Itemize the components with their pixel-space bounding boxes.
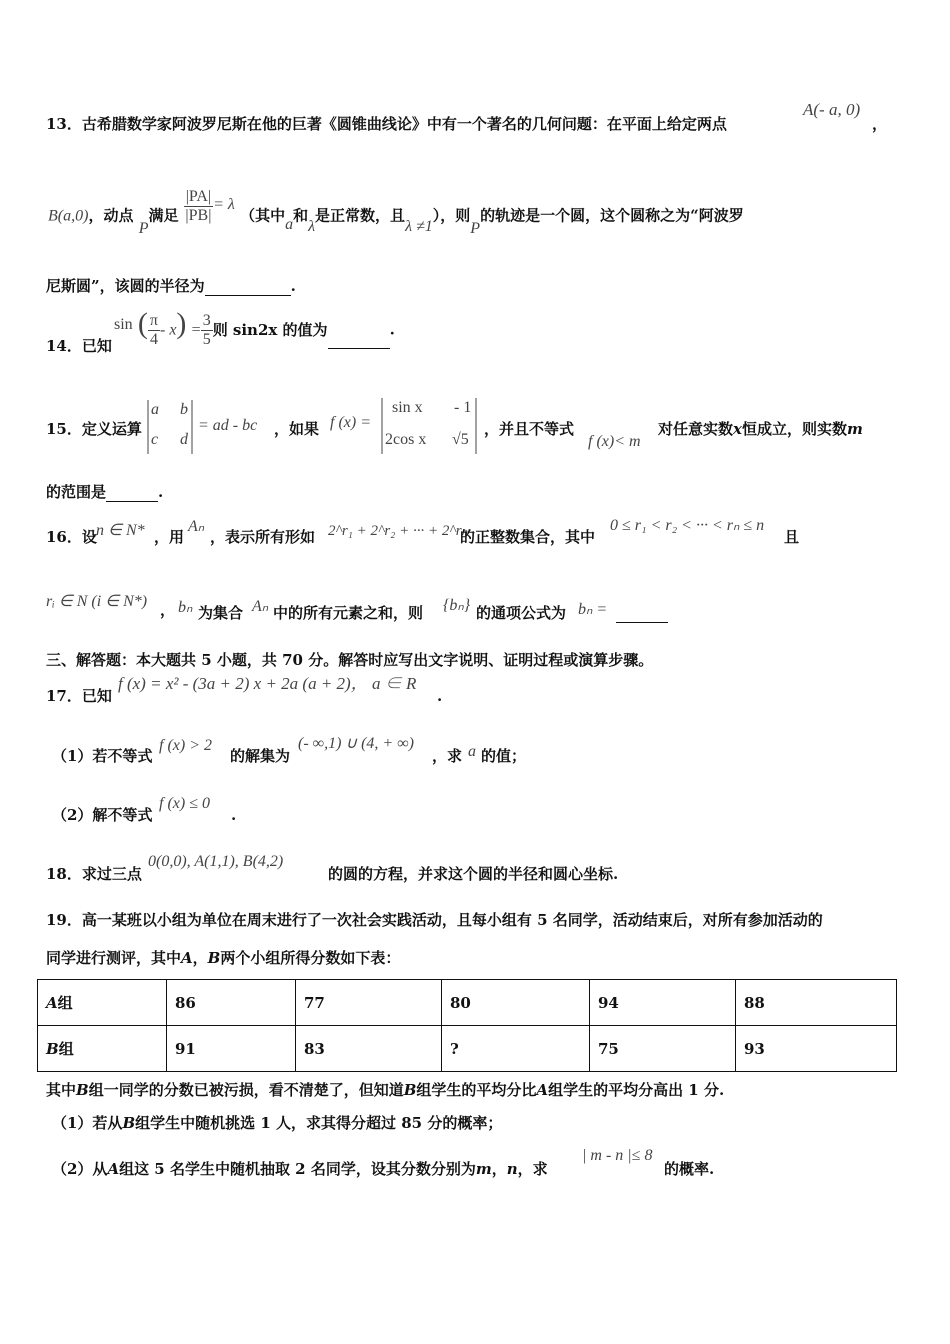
q19-after-c: 组学生的平均分比 [416,1081,537,1099]
table-cell: 80 [442,980,590,1026]
q13-frac-num: |PA| [185,188,212,205]
table-cell: ? [442,1026,590,1072]
q13-t4: 和 [293,206,309,225]
q17-end: . [437,687,443,705]
q13-var-p2: P [470,219,481,237]
q17-t1: 已知 [81,687,112,705]
q19-p2-var-n: n [506,1160,518,1178]
q15-t2: ，如果 [274,420,320,438]
q17-p2-a: （2）解不等式 [52,806,153,824]
q13-end: . [290,277,296,295]
q14-pi-over-4 [148,312,160,349]
q18-points: 0(0,0), A(1,1), B(4,2) [148,853,284,870]
q14-end: . [389,320,395,339]
q17-p2-ineq: f (x) ≤ 0 [159,795,210,812]
q14-rparen: ) [176,306,187,340]
q13-answer-blank[interactable] [205,279,291,296]
q16-line1 [46,527,97,547]
q16-cond: 0 ≤ r₁ < r₂ < ··· < rₙ ≤ n [610,517,765,534]
table-cell: 94 [590,980,736,1026]
q15-answer-blank[interactable] [106,485,158,502]
q13-point-a: A(- a, 0) [803,100,861,119]
q16-t2: ，用 [154,528,185,546]
q15-number: 15． [46,420,82,438]
q19-p2-var-a: A [107,1160,120,1178]
q14-four: 4 [149,331,158,348]
q13-t6: ），则 [432,206,471,225]
q16-t1: 设 [81,528,97,546]
q13-frac-den: |PB| [185,207,212,224]
q19-comma: ， [192,949,208,967]
q18-t2: 的圆的方程，并求这个圆的半径和圆心坐标. [328,865,619,883]
q13-t1: ，动点 [88,206,134,225]
q15-var-m: m [846,420,863,438]
q19-p2-d: ，求 [517,1160,548,1178]
q16-bn: bₙ [178,599,193,616]
q15-det-a: a [151,401,159,418]
table-row [38,980,897,1026]
q14-t2: 则 sin2x 的值为 [212,320,328,339]
q19-p1-var-b: B [122,1114,136,1132]
q17-p1-d: 的值； [481,747,527,765]
q19-p2-var-m: m [475,1160,492,1178]
q16-bn-set: {bₙ} [443,597,471,614]
q17-fx: f (x) = x² - (3a + 2) x + 2a (a + 2)， a ∈ R [118,674,417,693]
q19-line2-a: 同学进行测评，其中 [46,949,182,967]
q13-line1 [46,114,727,134]
q17-line [46,686,112,706]
q13-line3-text: 尼斯圆”，该圆的半径为 [46,277,205,295]
q16-t4: 的正整数集合，其中 [460,528,596,546]
q19-after-var-b: B [76,1081,89,1099]
q13-var-a: a [285,215,294,233]
row-label-var: B [46,1040,59,1058]
q19-p2 [52,1159,548,1179]
q14-number: 14． [46,337,82,355]
q16-an2: Aₙ [252,598,269,615]
q16-number: 16． [46,528,82,546]
section-3-heading: 三、解答题：本大题共 5 小题，共 70 分。解答时应写出文字说明、证明过程或演算步骤。 [46,651,654,669]
q13-point-b: B(a,0) [48,207,89,225]
q19-p2-e: 的概率. [664,1160,715,1178]
q17-number: 17． [46,687,82,705]
table-row [38,1026,897,1072]
q15-det-d: d [180,431,188,448]
q19-line2 [46,948,400,968]
q19-p1-a: （1）若从 [52,1114,123,1132]
q18-line-a [46,864,142,884]
q15-m12: - 1 [454,399,472,416]
table-cell: 93 [736,1026,897,1072]
q16-t8: 中的所有元素之和，则 [273,604,424,622]
table-cell: 75 [590,1026,736,1072]
q19-p2-cond: | m - n |≤ 8 [582,1147,653,1164]
q17-p1-c: ，求 [432,747,463,765]
q17-p1-b: 的解集为 [230,747,291,765]
q17-p1-ineq: f (x) > 2 [159,737,212,754]
q15-t1: 定义运算 [81,420,142,438]
q16-t5: 且 [784,528,800,546]
q16-n-in-set: n ∈ N* [96,522,145,539]
q13-ratio-fraction [184,188,213,225]
q14-three-fifths [201,312,213,349]
q16-blank-wrap [616,603,668,623]
q13-number: 13． [46,115,82,133]
q15-m21: 2cos x [385,431,427,448]
q14-answer-blank[interactable] [328,332,390,349]
q15-fx: f (x) = [330,414,371,431]
q13-line2 [48,188,744,248]
q19-var-a: A [181,949,193,967]
row-label [38,1026,167,1072]
table-cell: 91 [167,1026,296,1072]
q16-t9: 的通项公式为 [476,604,567,622]
q15-line2 [46,482,163,502]
table-cell: 86 [167,980,296,1026]
q19-after [46,1080,724,1100]
table-cell: 83 [296,1026,442,1072]
q15-line1b [658,419,863,439]
q19-line1 [46,910,823,930]
q14-three: 3 [202,312,211,329]
q14-line [46,336,112,356]
q15-m22: √5 [452,431,469,448]
q16-answer-blank[interactable] [616,606,668,623]
q13-line3 [46,276,296,296]
q19-p1 [52,1113,502,1133]
table-cell: 77 [296,980,442,1026]
q14-eq: = [191,321,201,339]
q17-p1-set: (- ∞,1) ∪ (4, + ∞) [298,735,414,752]
q16-t6: ， [160,601,176,619]
table-cell: 88 [736,980,897,1026]
q15-line1a [46,419,142,439]
q13-t2: 满足 [148,206,179,225]
q15-m11: sin x [392,399,423,416]
q13-var-lambda: λ [308,217,316,235]
q13-eq-lambda: = λ [213,195,235,213]
q15-t5: 恒成立，则实数 [741,420,847,438]
q13-t7: 的轨迹是一个圆，这个圆称之为“阿波罗 [480,206,744,225]
q13-t3: （其中 [240,206,286,225]
row-label-txt: 组 [57,994,73,1012]
q15-var-x: x [733,420,742,438]
q17-p1-var-a: a [468,743,476,760]
q19-after-var-a: A [536,1081,549,1099]
q15-end: . [158,483,164,501]
q15-det-rhs: = ad - bc [198,417,258,434]
q19-line1-text: 高一某班以小组为单位在周末进行了一次社会实践活动，且每小组有 5 名同学，活动结束后，对所有参加活动的 [81,911,823,929]
q19-var-b: B [207,949,221,967]
q16-bn-eq: bₙ = [578,601,608,618]
q15-t4: 对任意实数 [658,420,734,438]
q14-sin: sin [114,315,133,333]
score-table [37,979,897,1072]
q18-t1: 求过三点 [81,865,142,883]
q17-p2-end: . [231,806,237,824]
q14-expr [114,306,395,362]
row-label-var: A [46,994,58,1012]
q15-det-b: b [180,401,188,418]
q13-cond: λ ≠1 [405,217,433,235]
q14-minus-x: - x [159,321,177,339]
q19-p2-b: 组这 5 名学生中随机抽取 2 名同学，设其分数分别为 [119,1160,476,1178]
q19-number: 19． [46,911,82,929]
q14-pi: π [149,312,158,329]
q19-line2-b: 两个小组所得分数如下表： [220,949,401,967]
row-label [38,980,167,1026]
q18-number: 18． [46,865,82,883]
q13-var-p: P [138,219,149,237]
q13-t5: 是正常数，且 [315,206,406,225]
q16-t7: 为集合 [198,604,244,622]
row-label-txt: 组 [58,1040,74,1058]
q14-five: 5 [202,331,211,348]
q16-t3: ，表示所有形如 [210,528,316,546]
q15-line2-text: 的范围是 [46,483,107,501]
q15-t3: ，并且不等式 [484,420,575,438]
q19-after-b: 组一同学的分数已被污损，看不清楚了，但知道 [88,1081,404,1099]
q19-after-d: 组学生的平均分高出 1 分. [548,1081,725,1099]
q19-p2-c: ， [491,1160,507,1178]
q16-ri: rᵢ ∈ N (i ∈ N*) [46,593,148,610]
q14-lparen: ( [137,306,148,340]
q16-form: 2^r₁ + 2^r₂ + ··· + 2^rₙ [328,523,468,539]
q16-an: Aₙ [188,518,205,535]
q17-p1-a: （1）若不等式 [52,747,153,765]
q15-ineq: f (x)< m [588,433,641,450]
q19-after-var-b2: B [403,1081,417,1099]
q14-t1: 已知 [81,337,112,355]
q15-det-c: c [151,431,159,448]
q13-text: 古希腊数学家阿波罗尼斯在他的巨著《圆锥曲线论》中有一个著名的几何问题：在平面上给定两点 [81,115,727,133]
q19-p2-a: （2）从 [52,1160,108,1178]
q19-p1-b: 组学生中随机挑选 1 人，求其得分超过 85 分的概率； [135,1114,503,1132]
q19-after-a: 其中 [46,1081,77,1099]
q13-comma: ， [872,115,888,133]
